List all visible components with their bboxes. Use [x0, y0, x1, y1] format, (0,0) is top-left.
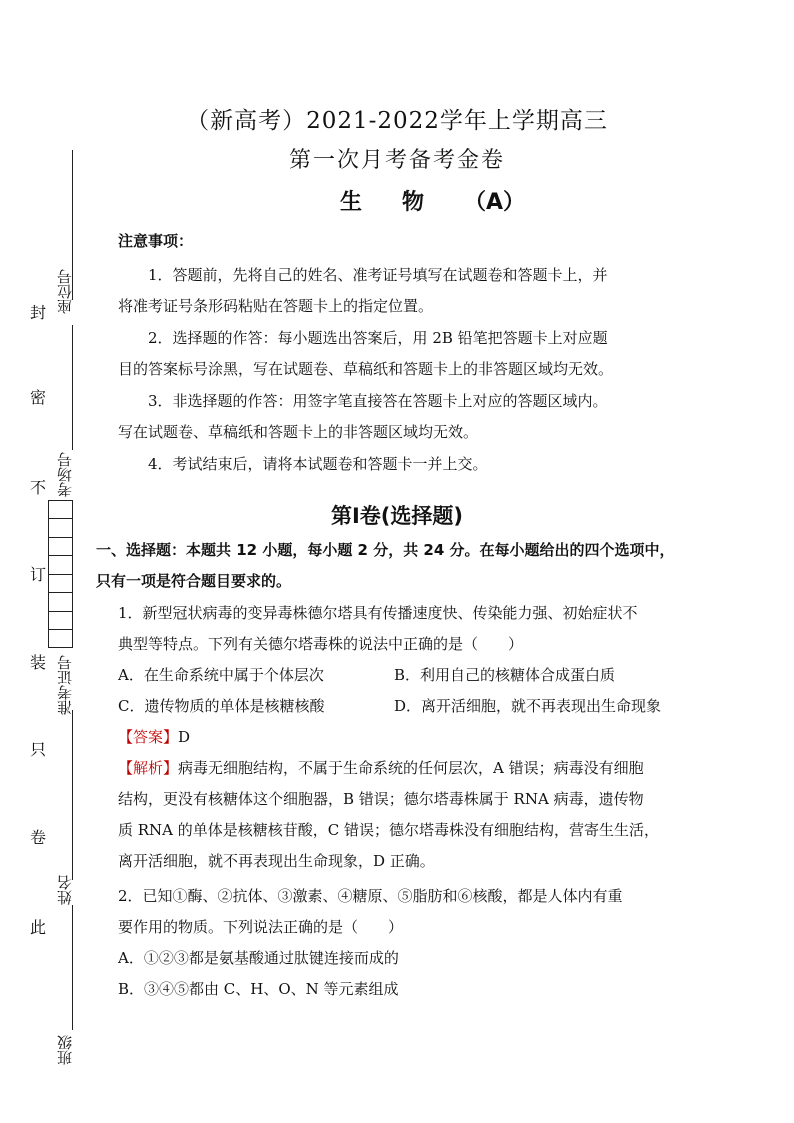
- class-label: 班级: [56, 1035, 74, 1065]
- q1-stem-line-2: 典型等特点。下列有关德尔塔毒株的说法中正确的是（ ）: [118, 635, 524, 653]
- seal-char-5: 装: [29, 653, 46, 672]
- section-instruction-line-1: 一、选择题：本题共 12 小题，每小题 2 分，共 24 分。在每小题给出的四个选项中，: [96, 541, 675, 559]
- analysis-text: 病毒无细胞结构，不属于生命系统的任何层次，A 错误；病毒没有细胞: [178, 759, 644, 777]
- seal-char-6: 只: [29, 740, 46, 759]
- analysis-tag: 【解析】: [118, 759, 179, 777]
- admission-number-label: 准考证号: [56, 655, 74, 715]
- exam-room-label: 考场号: [56, 452, 74, 498]
- q1-option-c: C．遗传物质的单体是核糖核酸: [118, 697, 325, 715]
- notice-1-line-1: 1．答题前，先将自己的姓名、准考证号填写在试题卷和答题卡上，并: [148, 266, 608, 284]
- seal-char-1: 封: [29, 303, 46, 322]
- q1-option-a: A．在生命系统中属于个体层次: [118, 666, 324, 684]
- q2-stem-line-1: 2．已知①酶、②抗体、③激素、④糖原、⑤脂肪和⑥核酸，都是人体内有重: [118, 887, 623, 905]
- q2-option-a: A．①②③都是氨基酸通过肽键连接而成的: [118, 949, 399, 967]
- notice-2-line-1: 2．选择题的作答：每小题选出答案后，用 2B 铅笔把答题卡上对应题: [148, 329, 608, 347]
- notice-4-line-1: 4．考试结束后，请将本试题卷和答题卡一并上交。: [148, 455, 488, 473]
- seal-char-2: 密: [29, 388, 46, 407]
- answer-value: D: [178, 728, 191, 746]
- answer-tag: 【答案】: [118, 728, 179, 746]
- notice-2-line-2: 目的答案标号涂黑，写在试题卷、草稿纸和答题卡上的非答题区域均无效。: [118, 360, 614, 378]
- q1-analysis-line-4: 离开活细胞，就不再表现出生命现象，D 正确。: [118, 852, 435, 870]
- seal-char-4: 订: [29, 565, 46, 584]
- name-label: 姓名: [56, 875, 74, 905]
- subject-char-2: 物: [402, 190, 425, 215]
- notice-1-line-2: 将准考证号条形码粘贴在答题卡上的指定位置。: [118, 297, 434, 315]
- q1-option-d: D．离开活细胞，就不再表现出生命现象: [394, 697, 662, 715]
- q1-stem-line-1: 1．新型冠状病毒的变异毒株德尔塔具有传播速度快、传染能力强、初始症状不: [118, 604, 638, 622]
- paper-version: （A）: [464, 190, 526, 215]
- notice-3-line-2: 写在试题卷、草稿纸和答题卡上的非答题区域均无效。: [118, 423, 479, 441]
- exam-title: （新高考）2021-2022学年上学期高三: [186, 108, 608, 134]
- q1-analysis-line-3: 质 RNA 的单体是核糖核苷酸，C 错误；德尔塔毒株没有细胞结构，营寄生生活，: [118, 821, 660, 839]
- seat-number-label: 座位号: [56, 269, 74, 315]
- q2-option-b: B．③④⑤都由 C、H、O、N 等元素组成: [118, 980, 399, 998]
- notice-3-line-1: 3．非选择题的作答：用签字笔直接答在答题卡上对应的答题区域内。: [148, 392, 608, 410]
- section-instruction-line-2: 只有一项是符合题目要求的。: [96, 572, 292, 590]
- seal-char-3: 不: [29, 478, 46, 497]
- notice-heading: 注意事项：: [118, 232, 194, 250]
- seal-char-8: 此: [29, 918, 46, 937]
- exam-subtitle: 第一次月考备考金卷: [288, 148, 505, 173]
- binding-line-bottom: [72, 710, 73, 880]
- q1-analysis-line-1: [118, 753, 644, 784]
- binding-line-mid: [72, 325, 73, 450]
- subject-title: [340, 185, 525, 216]
- section-title: 第Ⅰ卷(选择题): [330, 504, 463, 528]
- q1-analysis-line-2: 结构，更没有核糖体这个细胞器，B 错误；德尔塔毒株属于 RNA 病毒，遗传物: [118, 790, 644, 808]
- q2-stem-line-2: 要作用的物质。下列说法正确的是（ ）: [118, 918, 404, 936]
- subject-char-1: 生: [340, 190, 363, 215]
- q1-option-b: B．利用自己的核糖体合成蛋白质: [394, 666, 616, 684]
- seal-char-7: 卷: [29, 828, 46, 847]
- q1-answer: [118, 722, 190, 753]
- binding-line-end: [72, 905, 73, 1030]
